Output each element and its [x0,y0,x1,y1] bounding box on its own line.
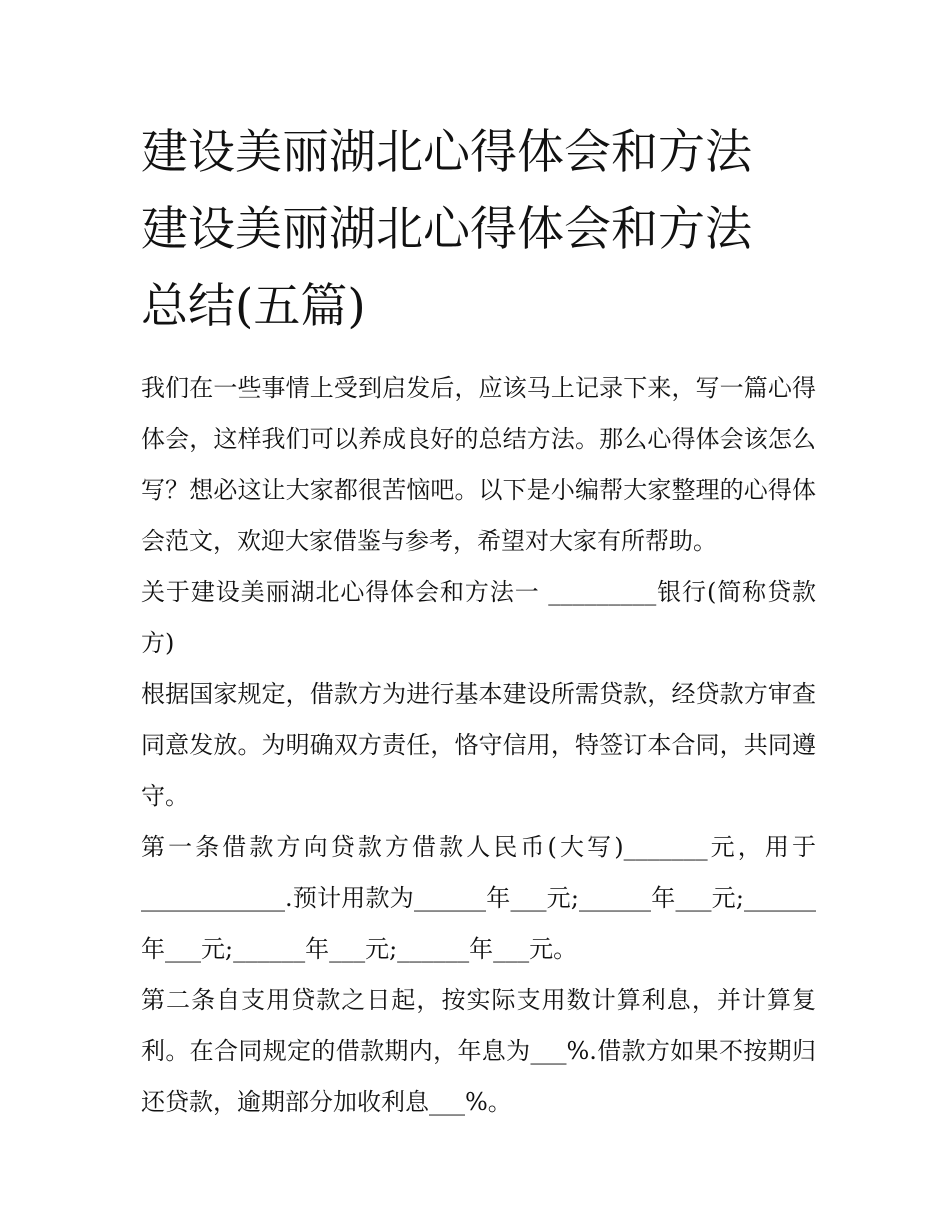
article-2-paragraph: 第二条自支用贷款之日起，按实际支用数计算利息，并计算复利。在合同规定的借款期内，年息为___%.借款方如果不按期归还贷款，逾期部分加收利息___%。 [141,986,816,1116]
section-heading-paragraph: 关于建设美丽湖北心得体会和方法一 _________银行(简称贷款方) [141,578,816,657]
title-line: 总结(五篇) [141,279,366,334]
document-page [141,114,816,1128]
title-line: 建设美丽湖北心得体会和方法 [141,125,752,180]
preamble-paragraph: 根据国家规定，借款方为进行基本建设所需贷款，经贷款方审查同意发放。为明确双方责任，恪守信用，特签订本合同，共同遵守。 [141,680,816,810]
document-body [141,363,816,1128]
intro-paragraph: 我们在一些事情上受到启发后，应该马上记录下来，写一篇心得体会，这样我们可以养成良好的总结方法。那么心得体会该怎么写？想必这让大家都很苦恼吧。以下是小编帮大家整理的心得体会范文，欢迎大家借鉴与参考，希望对大家有所帮助。 [141,374,816,555]
title-line: 建设美丽湖北心得体会和方法 [141,202,752,257]
document-title [141,114,816,345]
article-1-paragraph: 第一条借款方向贷款方借款人民币(大写)_______元，用于____________.预计用款为______年___元;______年___元;______年___元;______年___元;______年___元。 [141,833,816,963]
